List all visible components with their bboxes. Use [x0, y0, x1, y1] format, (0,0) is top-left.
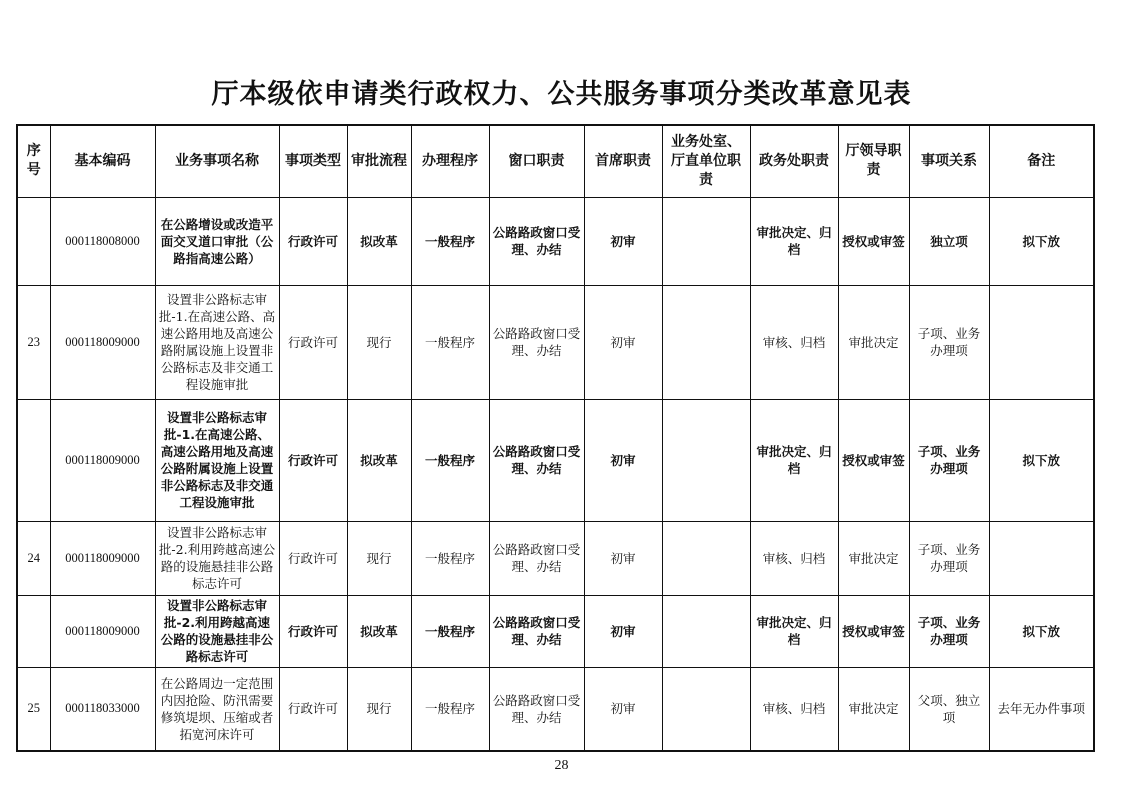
- cell-relation: 独立项: [909, 197, 989, 285]
- cell-procedure: 一般程序: [411, 285, 489, 399]
- table-header-row: [17, 125, 1094, 197]
- cell-name: 在公路周边一定范围内因抢险、防汛需要修筑堤坝、压缩或者拓宽河床许可: [155, 667, 279, 751]
- cell-relation: 子项、业务办理项: [909, 399, 989, 521]
- cell-flow: 拟改革: [347, 595, 411, 667]
- table-row: [17, 285, 1094, 399]
- cell-name: 在公路增设或改造平面交叉道口审批（公路指高速公路）: [155, 197, 279, 285]
- cell-gov: 审批决定、归档: [750, 197, 838, 285]
- cell-dept: [662, 285, 750, 399]
- cell-leader: 审批决定: [838, 667, 909, 751]
- cell-leader: 审批决定: [838, 521, 909, 595]
- cell-gov: 审批决定、归档: [750, 399, 838, 521]
- cell-flow: 现行: [347, 667, 411, 751]
- cell-chief: 初审: [584, 595, 662, 667]
- cell-type: 行政许可: [279, 595, 347, 667]
- header-code: 基本编码: [50, 125, 155, 197]
- cell-type: 行政许可: [279, 667, 347, 751]
- cell-name: 设置非公路标志审批-1.在高速公路、高速公路用地及高速公路附属设施上设置非公路标志及非交通工程设施审批: [155, 399, 279, 521]
- cell-seq: [17, 197, 50, 285]
- header-relation: 事项关系: [909, 125, 989, 197]
- cell-window: 公路路政窗口受理、办结: [489, 595, 584, 667]
- table-row: [17, 399, 1094, 521]
- header-window: 窗口职责: [489, 125, 584, 197]
- cell-procedure: 一般程序: [411, 595, 489, 667]
- reform-opinion-table: [16, 124, 1095, 752]
- cell-seq: [17, 595, 50, 667]
- cell-dept: [662, 197, 750, 285]
- cell-code: 000118009000: [50, 595, 155, 667]
- header-seq: 序号: [17, 125, 50, 197]
- cell-code: 000118009000: [50, 285, 155, 399]
- cell-leader: 授权或审签: [838, 197, 909, 285]
- cell-procedure: 一般程序: [411, 521, 489, 595]
- cell-chief: 初审: [584, 399, 662, 521]
- cell-seq: 23: [17, 285, 50, 399]
- cell-code: 000118033000: [50, 667, 155, 751]
- cell-seq: [17, 399, 50, 521]
- cell-type: 行政许可: [279, 521, 347, 595]
- cell-window: 公路路政窗口受理、办结: [489, 197, 584, 285]
- cell-code: 000118009000: [50, 399, 155, 521]
- cell-leader: 授权或审签: [838, 399, 909, 521]
- table-row: [17, 521, 1094, 595]
- header-dept: 业务处室、厅直单位职责: [662, 125, 750, 197]
- cell-window: 公路路政窗口受理、办结: [489, 285, 584, 399]
- cell-note: [989, 521, 1094, 595]
- header-note: 备注: [989, 125, 1094, 197]
- cell-note: 去年无办件事项: [989, 667, 1094, 751]
- cell-code: 000118009000: [50, 521, 155, 595]
- page-number: 28: [554, 758, 569, 773]
- cell-leader: 授权或审签: [838, 595, 909, 667]
- cell-relation: 子项、业务办理项: [909, 595, 989, 667]
- cell-procedure: 一般程序: [411, 667, 489, 751]
- cell-gov: 审核、归档: [750, 667, 838, 751]
- cell-name: 设置非公路标志审批-2.利用跨越高速公路的设施悬挂非公路标志许可: [155, 595, 279, 667]
- cell-window: 公路路政窗口受理、办结: [489, 399, 584, 521]
- header-type: 事项类型: [279, 125, 347, 197]
- cell-flow: 现行: [347, 285, 411, 399]
- cell-dept: [662, 521, 750, 595]
- cell-note: 拟下放: [989, 595, 1094, 667]
- cell-dept: [662, 595, 750, 667]
- cell-type: 行政许可: [279, 399, 347, 521]
- cell-flow: 现行: [347, 521, 411, 595]
- cell-name: 设置非公路标志审批-2.利用跨越高速公路的设施悬挂非公路标志许可: [155, 521, 279, 595]
- cell-chief: 初审: [584, 667, 662, 751]
- header-gov: 政务处职责: [750, 125, 838, 197]
- cell-chief: 初审: [584, 197, 662, 285]
- cell-chief: 初审: [584, 521, 662, 595]
- cell-window: 公路路政窗口受理、办结: [489, 521, 584, 595]
- cell-flow: 拟改革: [347, 197, 411, 285]
- cell-type: 行政许可: [279, 197, 347, 285]
- cell-dept: [662, 667, 750, 751]
- cell-relation: 父项、独立项: [909, 667, 989, 751]
- cell-code: 000118008000: [50, 197, 155, 285]
- cell-note: 拟下放: [989, 197, 1094, 285]
- cell-flow: 拟改革: [347, 399, 411, 521]
- cell-leader: 审批决定: [838, 285, 909, 399]
- cell-note: 拟下放: [989, 399, 1094, 521]
- cell-name: 设置非公路标志审批-1.在高速公路、高速公路用地及高速公路附属设施上设置非公路标志及非交通工程设施审批: [155, 285, 279, 399]
- table-row: [17, 197, 1094, 285]
- cell-gov: 审批决定、归档: [750, 595, 838, 667]
- cell-note: [989, 285, 1094, 399]
- cell-type: 行政许可: [279, 285, 347, 399]
- cell-procedure: 一般程序: [411, 197, 489, 285]
- table-row: [17, 667, 1094, 751]
- cell-gov: 审核、归档: [750, 285, 838, 399]
- cell-seq: 25: [17, 667, 50, 751]
- header-flow: 审批流程: [347, 125, 411, 197]
- header-procedure: 办理程序: [411, 125, 489, 197]
- cell-dept: [662, 399, 750, 521]
- cell-relation: 子项、业务办理项: [909, 285, 989, 399]
- table-row: [17, 595, 1094, 667]
- header-leader: 厅领导职责: [838, 125, 909, 197]
- page-title: 厅本级依申请类行政权力、公共服务事项分类改革意见表: [211, 79, 912, 110]
- header-name: 业务事项名称: [155, 125, 279, 197]
- cell-seq: 24: [17, 521, 50, 595]
- cell-procedure: 一般程序: [411, 399, 489, 521]
- cell-chief: 初审: [584, 285, 662, 399]
- header-chief: 首席职责: [584, 125, 662, 197]
- cell-gov: 审核、归档: [750, 521, 838, 595]
- cell-relation: 子项、业务办理项: [909, 521, 989, 595]
- cell-window: 公路路政窗口受理、办结: [489, 667, 584, 751]
